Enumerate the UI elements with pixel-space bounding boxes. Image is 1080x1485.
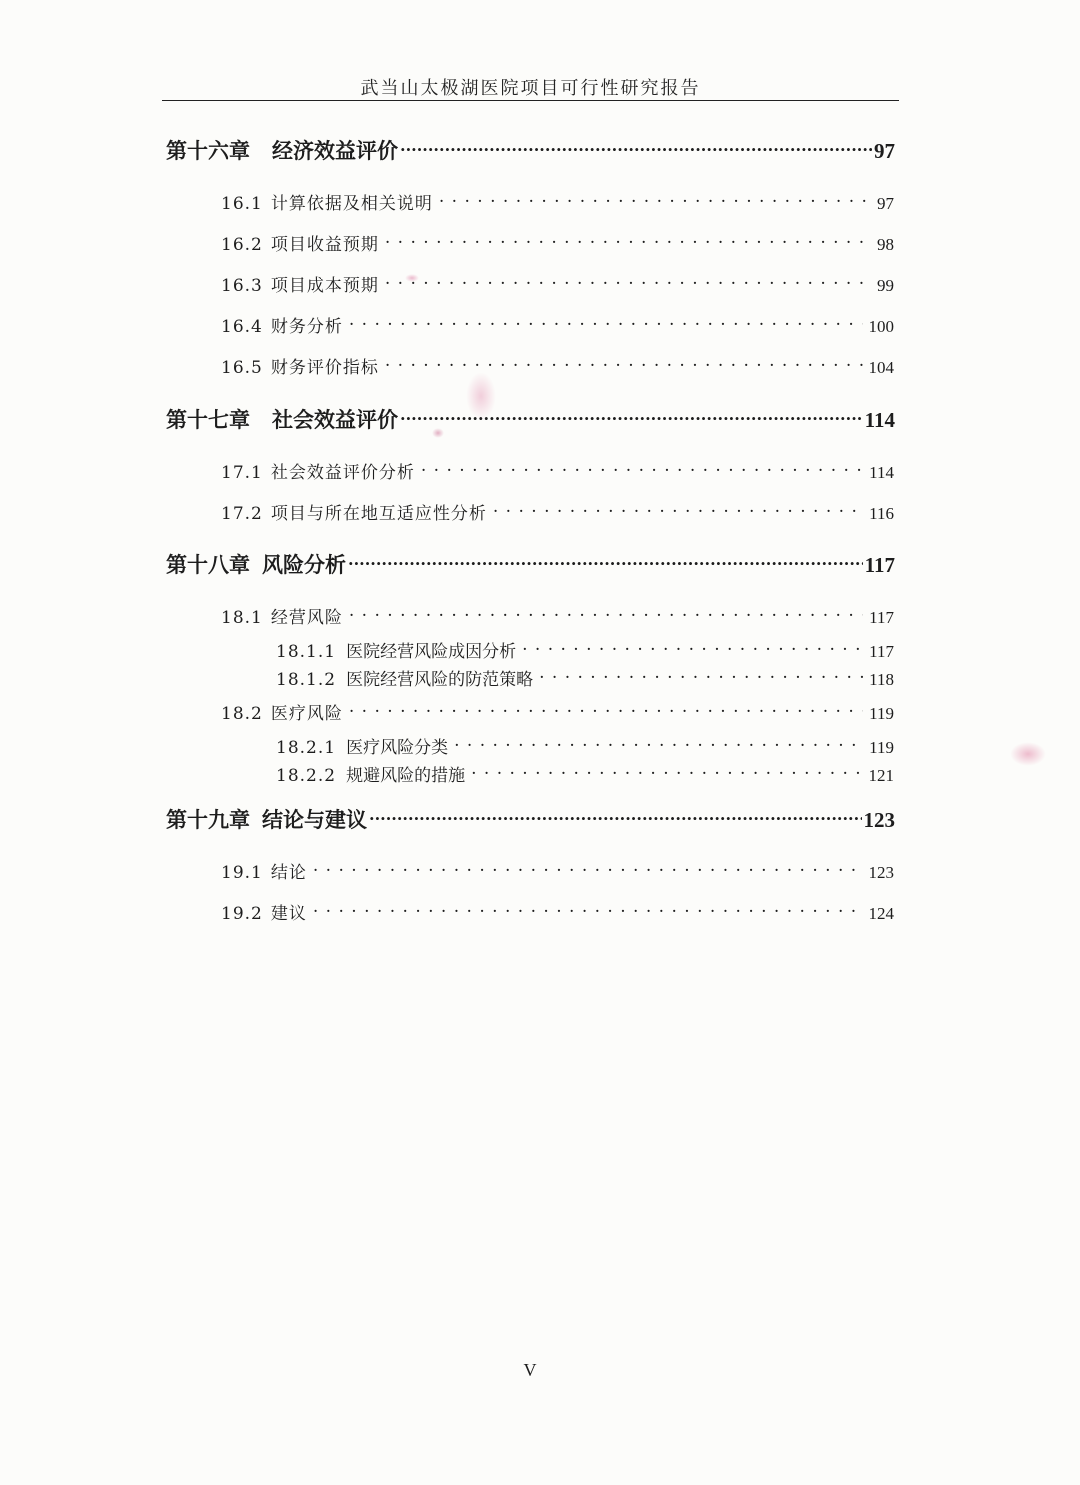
toc-chapter-17[interactable] — [166, 404, 895, 434]
section-title: 财务分析 — [270, 317, 343, 337]
section-title: 社会效益评价分析 — [270, 463, 415, 483]
toc-section-16-2[interactable] — [221, 230, 894, 255]
dot-leader — [471, 764, 862, 781]
page-number: 119 — [869, 738, 894, 757]
subsection-title: 医院经营风险的防范策略 — [346, 670, 534, 690]
section-title: 经营风险 — [270, 608, 343, 628]
dot-leader — [400, 137, 872, 158]
section-title: 结论 — [270, 863, 307, 883]
page-number: 97 — [877, 194, 894, 213]
page-number: 117 — [869, 608, 894, 627]
chapter-title: 经济效益评价 — [272, 138, 398, 163]
page-number: 99 — [877, 276, 894, 295]
dot-leader — [493, 502, 863, 519]
toc-section-16-5[interactable] — [221, 353, 894, 378]
toc-chapter-18[interactable] — [166, 549, 895, 579]
page-number: 123 — [868, 863, 894, 882]
page-number: 124 — [868, 904, 894, 923]
toc-subsection-18-2-1[interactable] — [276, 733, 894, 758]
section-number: 16.4 — [221, 317, 263, 337]
page-number: 117 — [864, 553, 895, 577]
chapter-number: 第十七章 — [166, 407, 250, 432]
dot-leader — [313, 861, 863, 878]
page-footer-number: V — [523, 1360, 537, 1380]
chapter-number: 第十六章 — [166, 138, 250, 163]
dot-leader — [385, 356, 863, 373]
page-number: 114 — [864, 408, 895, 432]
dot-leader — [522, 640, 863, 657]
chapter-title: 社会效益评价 — [272, 407, 398, 432]
dot-leader — [313, 902, 863, 919]
toc-section-18-1[interactable] — [221, 603, 894, 628]
section-number: 19.2 — [221, 904, 263, 924]
dot-leader — [349, 606, 863, 623]
chapter-title: 风险分析 — [262, 552, 346, 577]
toc-subsection-18-1-1[interactable] — [276, 637, 894, 662]
section-number: 19.1 — [221, 863, 263, 883]
ink-smudge — [432, 428, 444, 438]
subsection-number: 18.2.1 — [276, 738, 337, 758]
toc-section-16-3[interactable] — [221, 271, 894, 296]
section-number: 16.3 — [221, 276, 263, 296]
page-number: 98 — [877, 235, 894, 254]
page-number: 116 — [869, 504, 894, 523]
section-number: 18.1 — [221, 608, 263, 628]
section-title: 建议 — [270, 904, 307, 924]
section-number: 16.1 — [221, 194, 263, 214]
toc-chapter-19[interactable] — [166, 804, 895, 834]
page-number: 117 — [869, 642, 894, 661]
section-title: 医疗风险 — [270, 704, 343, 724]
toc-subsection-18-2-2[interactable] — [276, 761, 894, 786]
page-number: 104 — [868, 358, 894, 377]
ink-smudge — [405, 274, 419, 282]
toc-section-17-1[interactable] — [221, 458, 894, 483]
dot-leader — [385, 233, 871, 250]
toc-section-17-2[interactable] — [221, 499, 894, 524]
dot-leader — [349, 315, 863, 332]
toc-subsection-18-1-2[interactable] — [276, 665, 894, 690]
section-number: 18.2 — [221, 704, 263, 724]
subsection-number: 18.2.2 — [276, 766, 337, 786]
toc-section-19-1[interactable] — [221, 858, 894, 883]
section-title: 项目收益预期 — [270, 235, 379, 255]
dot-leader — [539, 668, 863, 685]
subsection-number: 18.1.2 — [276, 670, 337, 690]
subsection-title: 医疗风险分类 — [346, 738, 449, 758]
ink-smudge — [466, 372, 496, 420]
toc-section-16-1[interactable] — [221, 189, 894, 214]
running-header: 武当山太极湖医院项目可行性研究报告 — [360, 78, 701, 99]
page-number: 100 — [868, 317, 894, 336]
dot-leader — [454, 736, 863, 753]
dot-leader — [369, 806, 862, 827]
toc-section-19-2[interactable] — [221, 899, 894, 924]
dot-leader — [385, 274, 871, 291]
section-number: 17.2 — [221, 504, 263, 524]
page-number: 118 — [869, 670, 894, 689]
chapter-number: 第十九章 — [166, 807, 250, 832]
dot-leader — [421, 461, 863, 478]
page-number: 119 — [869, 704, 894, 723]
page-number: 97 — [874, 139, 895, 163]
section-number: 17.1 — [221, 463, 263, 483]
dot-leader — [439, 192, 871, 209]
section-title: 项目成本预期 — [270, 276, 379, 296]
toc-chapter-16[interactable] — [166, 135, 895, 165]
toc-section-16-4[interactable] — [221, 312, 894, 337]
header-rule — [162, 100, 899, 101]
subsection-title: 医院经营风险成因分析 — [346, 642, 517, 662]
chapter-title: 结论与建议 — [262, 807, 367, 832]
dot-leader — [349, 702, 863, 719]
subsection-number: 18.1.1 — [276, 642, 337, 662]
page-number: 114 — [869, 463, 894, 482]
page-number: 123 — [863, 808, 895, 832]
chapter-number: 第十八章 — [166, 552, 250, 577]
section-number: 16.2 — [221, 235, 263, 255]
toc-section-18-2[interactable] — [221, 699, 894, 724]
dot-leader — [348, 551, 863, 572]
subsection-title: 规避风险的措施 — [346, 766, 466, 786]
section-title: 财务评价指标 — [270, 358, 379, 378]
section-number: 16.5 — [221, 358, 263, 378]
page-number: 121 — [868, 766, 894, 785]
section-title: 项目与所在地互适应性分析 — [270, 504, 487, 524]
section-title: 计算依据及相关说明 — [270, 194, 433, 214]
ink-smudge — [1010, 742, 1046, 766]
